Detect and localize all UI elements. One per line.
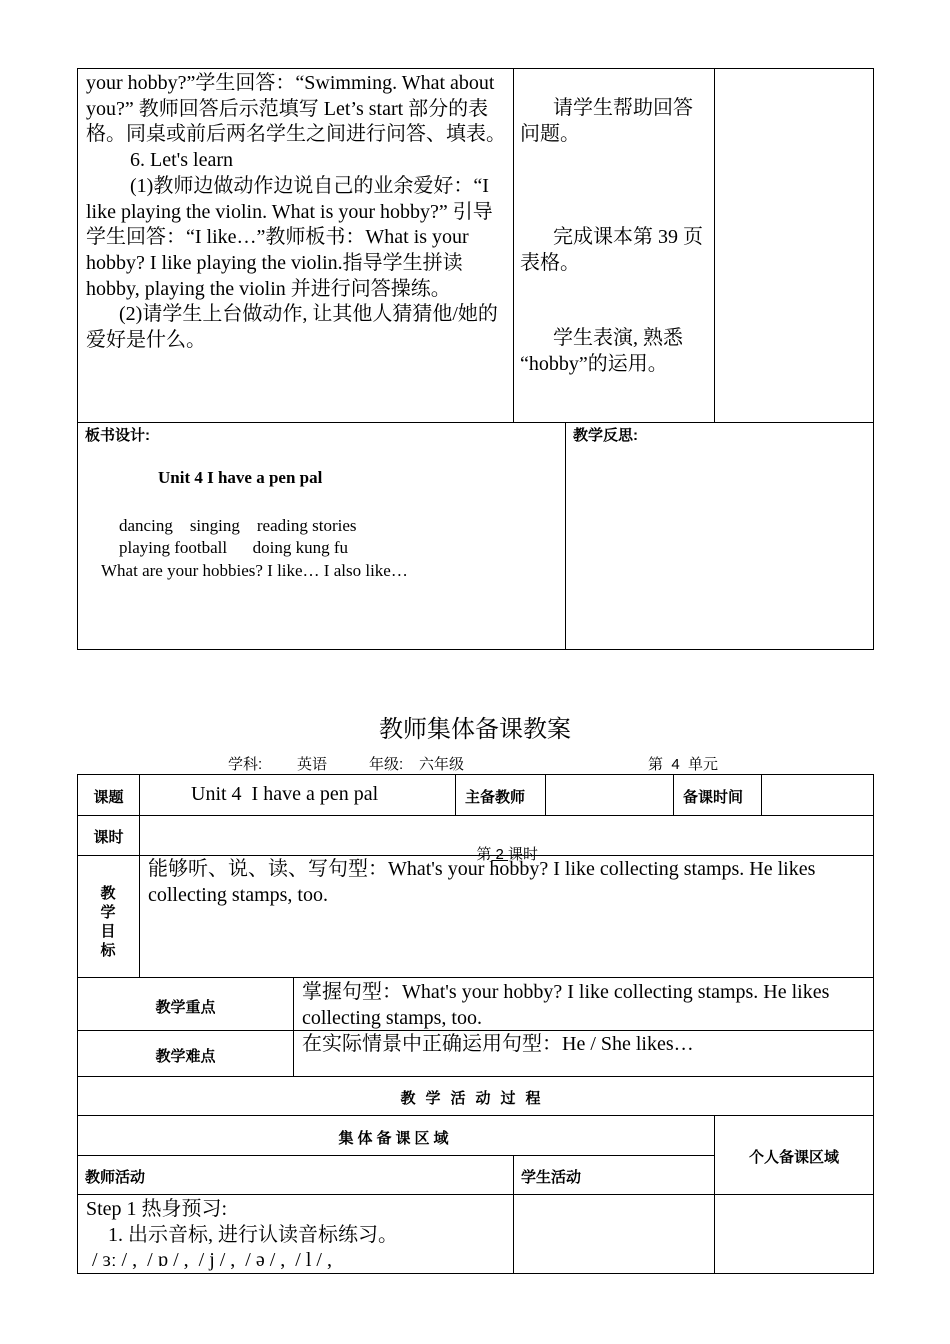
teacher-activity-label: 教师活动: [85, 1169, 146, 1186]
col-line: [673, 774, 674, 815]
key-points-label: 教学重点: [155, 999, 216, 1016]
objective-text: 能够听、说、读、写句型：What's your hobby? I like collecting stamps. He likes collecting stamps, too.: [148, 858, 816, 906]
subject-label: 学科:: [228, 756, 263, 773]
student-activity-cell: [520, 96, 708, 147]
col-line: [139, 774, 140, 977]
period-label: 课时: [93, 829, 124, 846]
board-design-title: Unit 4 I have a pen pal: [158, 468, 323, 487]
col-divider-student-personal: [714, 68, 715, 423]
paragraph-lets-learn: 6. Let's learn: [130, 149, 234, 172]
process-label: 教学活动过程: [400, 1090, 551, 1107]
col-line: [545, 774, 546, 815]
period-prefix: 第: [476, 846, 492, 863]
key-points-text: 掌握句型：What's your hobby? I like collecting stamps. He likes collecting stamps, too.: [302, 981, 830, 1029]
row-line: [77, 1194, 874, 1195]
col-line: [761, 774, 762, 815]
student-activity-label: 学生活动: [521, 1169, 582, 1186]
collective-prep-label: 集体备课区域: [338, 1130, 453, 1147]
period-number: 2: [491, 846, 509, 863]
row-line: [77, 1155, 714, 1156]
main-teacher-label: 主备教师: [465, 789, 526, 806]
unit-number: 第 4 单元: [648, 756, 719, 773]
paragraph-dialogue: your hobby?”学生回答：“Swimming. What about you?” 教师回答后示范填写 Let’s start 部分的表格。同桌或前后两名学生之间进行问答、填表。: [86, 72, 506, 146]
board-design-line-3: What are your hobbies? I like… I also like…: [101, 561, 408, 580]
board-reflection-divider: [565, 422, 566, 650]
student-note-1: 请学生帮助回答问题。: [520, 97, 693, 145]
board-reflection-table: [77, 422, 874, 650]
student-activity-cell-3: [520, 326, 708, 377]
row-line: [77, 1076, 874, 1077]
row-line: [77, 1115, 874, 1116]
row-line: [77, 815, 874, 816]
col-line: [714, 1115, 715, 1274]
row-line: [77, 977, 874, 978]
objective-label: 教学目标: [100, 885, 116, 959]
board-design-line-2: playing football doing kung fu: [119, 538, 349, 557]
board-design-label: 板书设计:: [85, 427, 150, 444]
student-activity-cell-2: [520, 225, 708, 276]
step-1-item: 1. 出示音标, 进行认读音标练习。: [108, 1223, 398, 1246]
phonetic-symbols: / ɜː / , / ɒ / , / j / , / ə / , / l / ,: [92, 1249, 332, 1272]
col-line: [455, 774, 456, 815]
student-note-3: 学生表演, 熟悉 “hobby”的运用。: [520, 327, 683, 375]
period-suffix: 课时: [508, 846, 539, 863]
col-line: [513, 1155, 514, 1274]
personal-prep-label: 个人备课区域: [748, 1149, 839, 1166]
step-1-cell: [86, 1197, 508, 1274]
subject-value: 英语: [297, 756, 328, 773]
reflection-label: 教学反思:: [573, 427, 638, 444]
prep-time-label: 备课时间: [683, 789, 744, 806]
student-note-2: 完成课本第 39 页表格。: [520, 226, 703, 274]
grade-label: 年级:: [369, 756, 404, 773]
difficulty-text: 在实际情景中正确运用句型：He / She likes…: [302, 1033, 694, 1055]
topic-label: 课题: [93, 789, 124, 806]
topic-value: Unit 4 I have a pen pal: [191, 783, 379, 805]
step-1-title: Step 1 热身预习:: [86, 1198, 228, 1220]
col-line: [293, 977, 294, 1076]
paragraph-step-2: (2)请学生上台做动作, 让其他人猜猜他/她的爱好是什么。: [86, 303, 498, 352]
paragraph-step-1: (1)教师边做动作边说自己的业余爱好：“I like playing the violin. What is your hobby?” 引导学生回答：“I like…”教师板书：What is your hobby? I like playing the violin.指导学生拼读 hobby, playing the violin 并进行问答操练。: [86, 174, 493, 300]
col-divider-teacher-student: [513, 68, 514, 423]
teacher-activity-cell: [86, 71, 508, 354]
grade-value: 六年级: [419, 756, 465, 773]
difficulty-label: 教学难点: [155, 1048, 216, 1065]
page-title: 教师集体备课教案: [379, 716, 571, 743]
board-design-line-1: dancing singing reading stories: [119, 516, 357, 535]
